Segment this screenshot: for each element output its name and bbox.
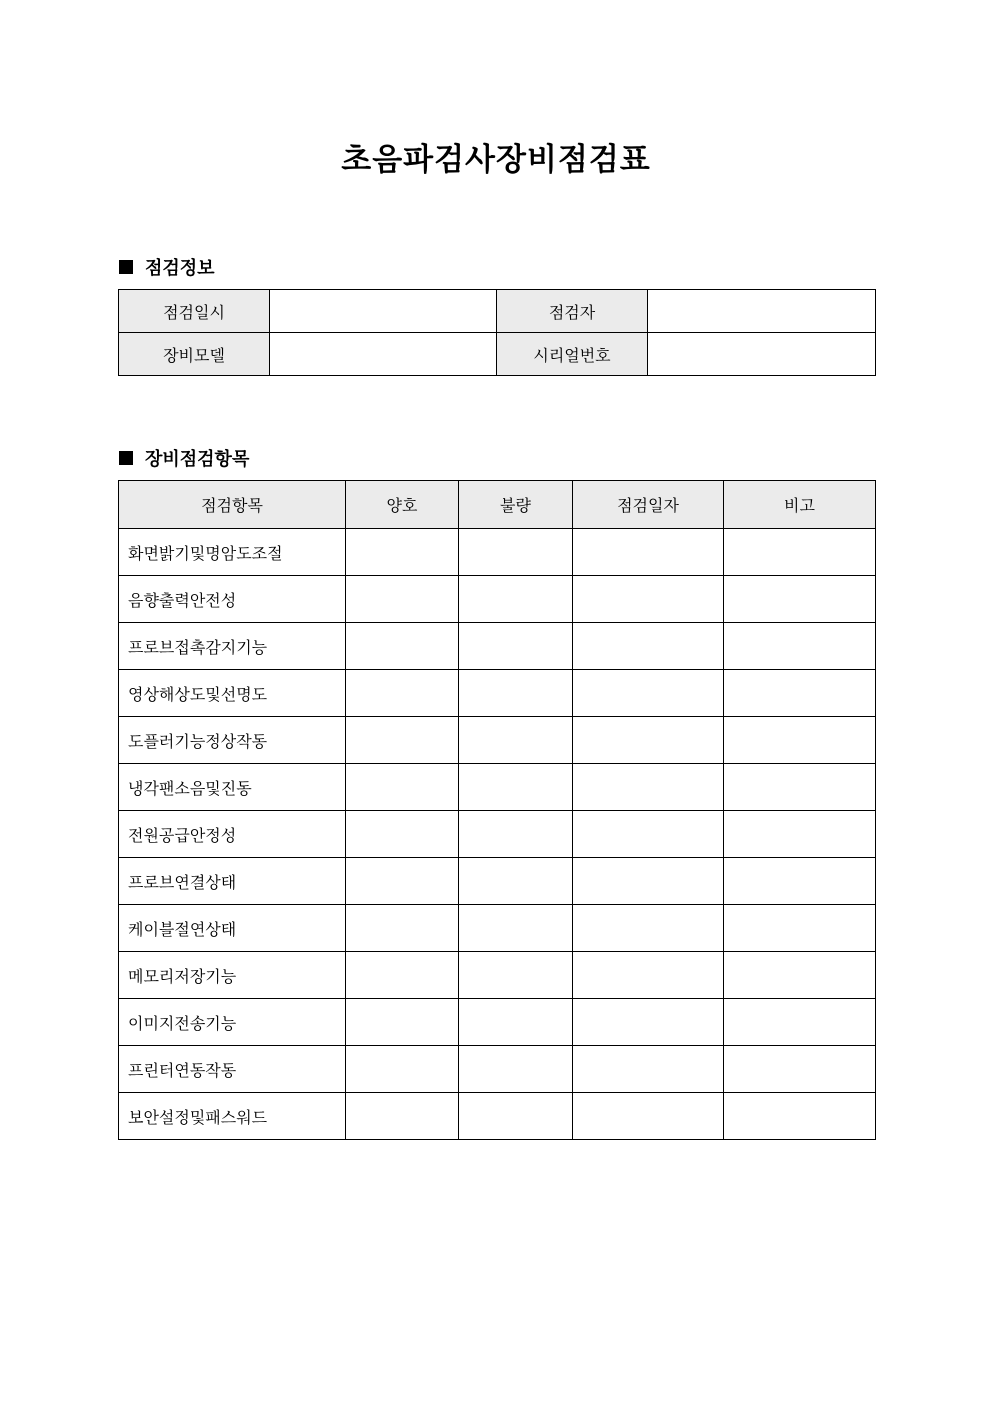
inspection-date-cell[interactable] (573, 529, 724, 576)
info-row (119, 290, 876, 333)
bad-check-cell[interactable] (459, 1093, 573, 1140)
good-check-cell[interactable] (346, 670, 459, 717)
item-name-cell: 프로브접촉감지기능 (119, 623, 346, 670)
table-row (119, 717, 876, 764)
info-label-inspection-datetime: 점검일시 (119, 290, 270, 333)
column-header-date: 점검일자 (573, 481, 724, 529)
table-header-row (119, 481, 876, 529)
item-name-cell: 프린터연동작동 (119, 1046, 346, 1093)
item-name-cell: 화면밝기및명암도조절 (119, 529, 346, 576)
note-cell[interactable] (724, 999, 876, 1046)
section-heading-label: 점검정보 (145, 258, 215, 279)
good-check-cell[interactable] (346, 999, 459, 1046)
good-check-cell[interactable] (346, 529, 459, 576)
note-cell[interactable] (724, 576, 876, 623)
item-name-cell: 영상해상도및선명도 (119, 670, 346, 717)
equipment-model-field[interactable] (270, 333, 497, 376)
bad-check-cell[interactable] (459, 999, 573, 1046)
good-check-cell[interactable] (346, 576, 459, 623)
note-cell[interactable] (724, 623, 876, 670)
note-cell[interactable] (724, 529, 876, 576)
bad-check-cell[interactable] (459, 529, 573, 576)
table-row (119, 1046, 876, 1093)
bad-check-cell[interactable] (459, 576, 573, 623)
info-table (118, 289, 876, 376)
table-row (119, 764, 876, 811)
note-cell[interactable] (724, 905, 876, 952)
table-row (119, 623, 876, 670)
good-check-cell[interactable] (346, 764, 459, 811)
inspection-date-cell[interactable] (573, 717, 724, 764)
good-check-cell[interactable] (346, 1046, 459, 1093)
item-name-cell: 이미지전송기능 (119, 999, 346, 1046)
column-header-item: 점검항목 (119, 481, 346, 529)
note-cell[interactable] (724, 858, 876, 905)
inspection-date-cell[interactable] (573, 999, 724, 1046)
table-row (119, 811, 876, 858)
info-label-inspector: 점검자 (497, 290, 648, 333)
column-header-note: 비고 (724, 481, 876, 529)
good-check-cell[interactable] (346, 811, 459, 858)
bad-check-cell[interactable] (459, 858, 573, 905)
item-name-cell: 케이블절연상태 (119, 905, 346, 952)
note-cell[interactable] (724, 952, 876, 999)
square-bullet-icon (119, 260, 133, 274)
inspection-date-cell[interactable] (573, 1046, 724, 1093)
inspection-date-cell[interactable] (573, 858, 724, 905)
table-row (119, 905, 876, 952)
bad-check-cell[interactable] (459, 1046, 573, 1093)
item-name-cell: 전원공급안정성 (119, 811, 346, 858)
inspection-items-table (118, 480, 876, 1140)
inspection-date-cell[interactable] (573, 764, 724, 811)
note-cell[interactable] (724, 1046, 876, 1093)
inspection-date-cell[interactable] (573, 623, 724, 670)
bad-check-cell[interactable] (459, 905, 573, 952)
column-header-bad: 불량 (459, 481, 573, 529)
item-name-cell: 음향출력안전성 (119, 576, 346, 623)
bad-check-cell[interactable] (459, 952, 573, 999)
bad-check-cell[interactable] (459, 717, 573, 764)
note-cell[interactable] (724, 811, 876, 858)
good-check-cell[interactable] (346, 905, 459, 952)
inspection-date-cell[interactable] (573, 670, 724, 717)
table-row (119, 529, 876, 576)
column-header-good: 양호 (346, 481, 459, 529)
note-cell[interactable] (724, 670, 876, 717)
serial-number-field[interactable] (648, 333, 876, 376)
document-title: 초음파검사장비점검표 (341, 142, 651, 178)
table-row (119, 858, 876, 905)
item-name-cell: 냉각팬소음및진동 (119, 764, 346, 811)
bad-check-cell[interactable] (459, 623, 573, 670)
item-name-cell: 보안설정및패스워드 (119, 1093, 346, 1140)
square-bullet-icon (119, 451, 133, 465)
item-name-cell: 프로브연결상태 (119, 858, 346, 905)
good-check-cell[interactable] (346, 623, 459, 670)
section-heading-items (119, 445, 249, 471)
table-row (119, 1093, 876, 1140)
inspection-date-cell[interactable] (573, 811, 724, 858)
section-heading-label: 장비점검항목 (145, 449, 250, 470)
inspection-date-cell[interactable] (573, 905, 724, 952)
bad-check-cell[interactable] (459, 670, 573, 717)
table-row (119, 952, 876, 999)
bad-check-cell[interactable] (459, 764, 573, 811)
table-row (119, 670, 876, 717)
info-label-equipment-model: 장비모델 (119, 333, 270, 376)
section-heading-info (119, 254, 215, 280)
inspection-date-cell[interactable] (573, 576, 724, 623)
inspection-date-cell[interactable] (573, 1093, 724, 1140)
inspection-datetime-field[interactable] (270, 290, 497, 333)
info-row (119, 333, 876, 376)
item-name-cell: 메모리저장기능 (119, 952, 346, 999)
note-cell[interactable] (724, 1093, 876, 1140)
table-row (119, 999, 876, 1046)
table-row (119, 576, 876, 623)
good-check-cell[interactable] (346, 952, 459, 999)
inspector-field[interactable] (648, 290, 876, 333)
good-check-cell[interactable] (346, 1093, 459, 1140)
inspection-date-cell[interactable] (573, 952, 724, 999)
good-check-cell[interactable] (346, 858, 459, 905)
note-cell[interactable] (724, 764, 876, 811)
table-body (119, 529, 876, 1140)
info-label-serial-number: 시리얼번호 (497, 333, 648, 376)
bad-check-cell[interactable] (459, 811, 573, 858)
good-check-cell[interactable] (346, 717, 459, 764)
item-name-cell: 도플러기능정상작동 (119, 717, 346, 764)
note-cell[interactable] (724, 717, 876, 764)
